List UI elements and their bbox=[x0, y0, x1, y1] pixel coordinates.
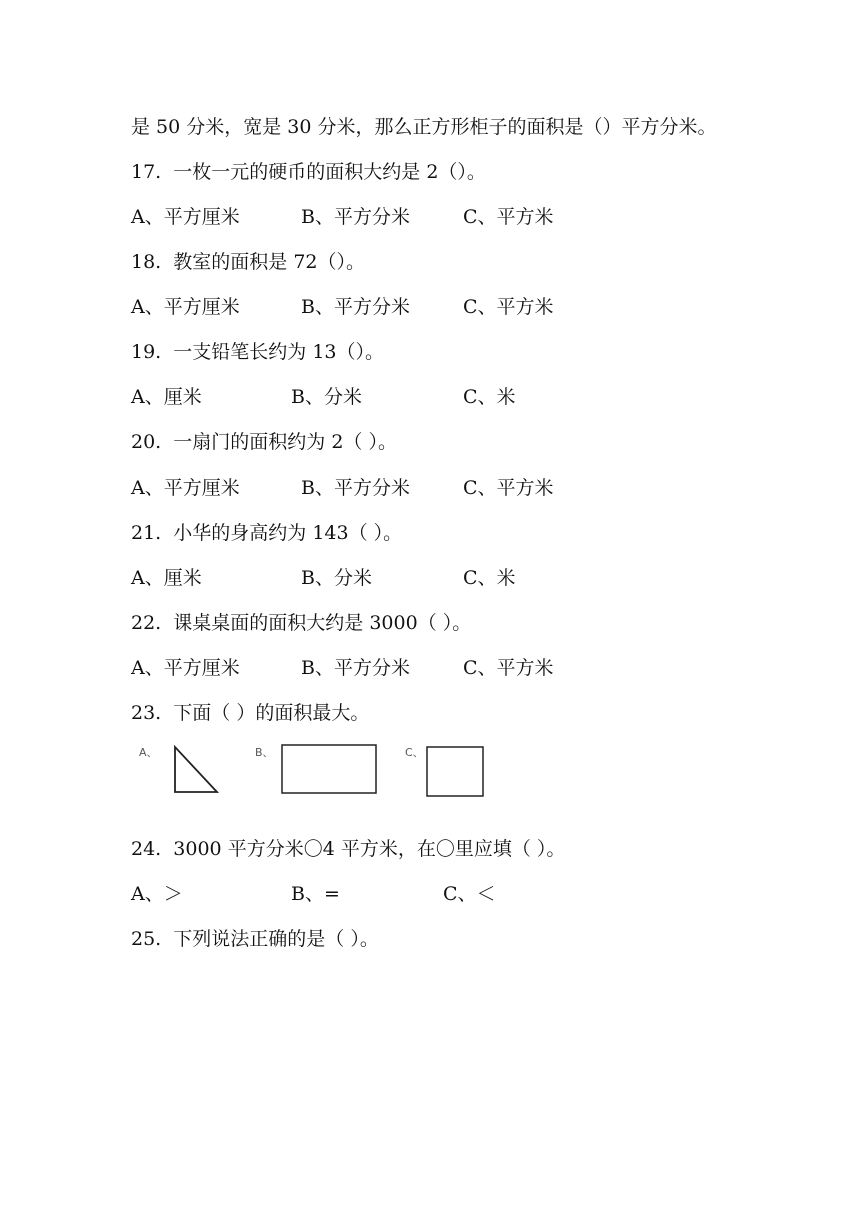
question-18-option-c: C、平方米 bbox=[463, 296, 554, 318]
question-21-option-a: A、厘米 bbox=[131, 567, 202, 589]
rectangle-figure bbox=[281, 744, 378, 795]
question-22-option-a: A、平方厘米 bbox=[131, 657, 240, 679]
question-19-option-c: C、米 bbox=[463, 386, 516, 408]
question-17-option-b: B、平方分米 bbox=[301, 206, 410, 228]
question-20-option-c: C、平方米 bbox=[463, 477, 554, 499]
question-18-option-a: A、平方厘米 bbox=[131, 296, 240, 318]
question-17-stem: 17. 一枚一元的硬币的面积大约是 2（）。 bbox=[131, 161, 486, 183]
question-16-continuation: 是 50 分米，宽是 30 分米，那么正方形柜子的面积是（）平方分米。 bbox=[131, 116, 717, 138]
question-24-stem: 24. 3000 平方分米〇4 平方米，在〇里应填（ ）。 bbox=[131, 838, 566, 860]
square-figure bbox=[426, 746, 485, 798]
question-19-option-a: A、厘米 bbox=[131, 386, 202, 408]
question-22-stem: 22. 课桌桌面的面积大约是 3000（ ）。 bbox=[131, 612, 472, 634]
question-22-option-c: C、平方米 bbox=[463, 657, 554, 679]
question-19-option-b: B、分米 bbox=[291, 386, 362, 408]
question-24-option-a: A、＞ bbox=[131, 883, 183, 905]
question-23-stem: 23. 下面（ ）的面积最大。 bbox=[131, 702, 370, 724]
right-triangle-figure bbox=[172, 745, 220, 795]
question-24-option-b: B、= bbox=[291, 883, 340, 905]
figure-c-label: C、 bbox=[405, 746, 424, 759]
question-21-option-c: C、米 bbox=[463, 567, 516, 589]
figure-a-label: A、 bbox=[139, 746, 158, 759]
question-25-stem: 25. 下列说法正确的是（ ）。 bbox=[131, 928, 379, 950]
question-18-stem: 18. 教室的面积是 72（）。 bbox=[131, 251, 366, 273]
question-20-option-b: B、平方分米 bbox=[301, 477, 410, 499]
question-24-option-c: C、＜ bbox=[443, 883, 496, 905]
figure-b-label: B、 bbox=[255, 746, 274, 759]
question-17-option-a: A、平方厘米 bbox=[131, 206, 240, 228]
question-19-stem: 19. 一支铅笔长约为 13（）。 bbox=[131, 341, 385, 363]
question-21-stem: 21. 小华的身高约为 143（ ）。 bbox=[131, 522, 403, 544]
question-17-option-c: C、平方米 bbox=[463, 206, 554, 228]
question-18-option-b: B、平方分米 bbox=[301, 296, 410, 318]
question-20-stem: 20. 一扇门的面积约为 2（ ）。 bbox=[131, 431, 397, 453]
question-22-option-b: B、平方分米 bbox=[301, 657, 410, 679]
question-21-option-b: B、分米 bbox=[301, 567, 372, 589]
question-20-option-a: A、平方厘米 bbox=[131, 477, 240, 499]
